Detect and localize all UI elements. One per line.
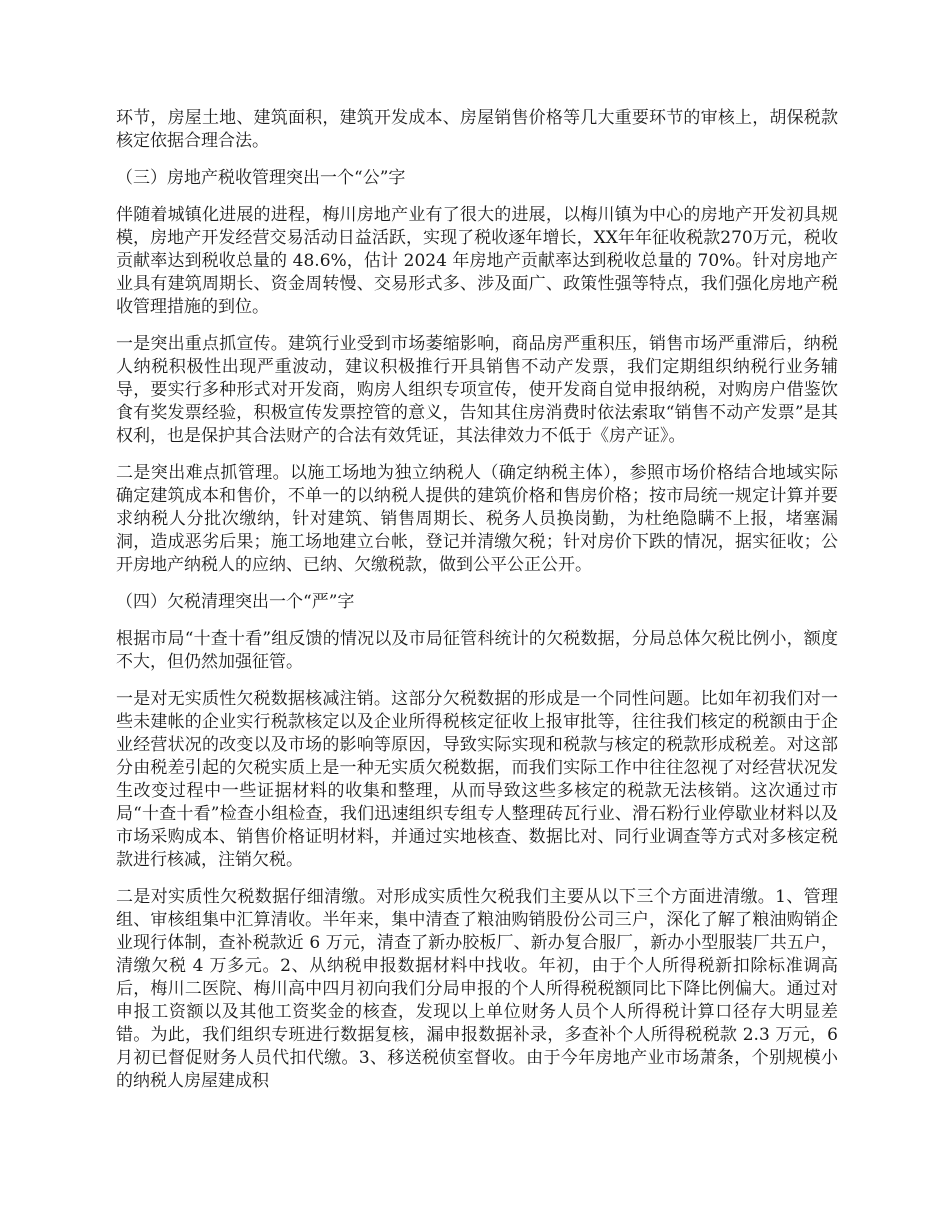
paragraph-publicity: 一是突出重点抓宣传。建筑行业受到市场萎缩影响，商品房严重积压，销售市场严重滞后，纳税人纳税积极性出现严重波动，建议积极推行开具销售不动产发票，我们定期组织纳税行业务辅导，要实行多种形式对开发商，购房人组织专项宣传，使开发商自觉申报纳税，对购房户借鉴饮食有奖发票经验，积极宣传发票控管的意义，告知其住房消费时依法索取“销售不动产发票”是其权利，也是保护其合法财产的合法有效凭证，其法律效力不低于《房产证》。 bbox=[116, 334, 838, 446]
paragraph-intro-continuation: 环节，房屋土地、建筑面积，建筑开发成本、房屋销售价格等几大重要环节的审核上，胡保税款核定依据合理合法。 bbox=[116, 108, 838, 151]
paragraph-write-off: 一是对无实质性欠税数据核减注销。这部分欠税数据的形成是一个同性问题。比如年初我们对一些未建帐的企业实行税款核定以及企业所得税核定征收上报审批等，往往我们核定的税额由于企业经营状况的改变以及市场的影响等原因，导致实际实现和税款与核定的税款形成税差。对这部分由税差引起的欠税实质上是一种无实质欠税数据，而我们实际工作中往往忽视了对经营状况发生改变过程中一些证据材料的收集和整理，从而导致这些多核定的税款无法核销。这次通过市局“十查十看”检查小组检查，我们迅速组织专组专人整理砖瓦行业、滑石粉行业停歇业材料以及市场采购成本、销售价格证明材料，并通过实地核查、数据比对、同行业调查等方式对多核定税款进行核减，注销欠税。 bbox=[116, 689, 838, 870]
paragraph-collection: 二是对实质性欠税数据仔细清缴。对形成实质性欠税我们主要从以下三个方面进清缴。1、管理组、审核组集中汇算清收。半年来，集中清查了粮油购销股份公司三户，深化了解了粮油购销企业现行体制，查补税款近 6 万元，清查了新办胶板厂、新办复合服厂，新办小型服装厂共五户，清缴欠税 4 万多元。2、从纳税申报数据材料中找收。年初，由于个人所得税新扣除标准调高后，梅川二医院、梅川高中四月初向我们分局申报的个人所得税税额同比下降比例偏大。通过对申报工资额以及其他工资奖金的核查，发现以上单位财务人员个人所得税计算口径存大明显差错。为此，我们组织专班进行数据复核，漏申报数据补录，多查补个人所得税税款 2.3 万元，6 月初已督促财务人员代扣代缴。3、移送税侦室督收。由于今年房地产业市场萧条，个别规模小的纳税人房屋建成积 bbox=[116, 887, 838, 1091]
paragraph-management: 二是突出难点抓管理。以施工场地为独立纳税人（确定纳税主体），参照市场价格结合地域实际确定建筑成本和售价，不单一的以纳税人提供的建筑价格和售房价格；按市局统一规定计算并要求纳税人分批次缴纳，针对建筑、销售周期长、税务人员换岗勤，为杜绝隐瞒不上报，堵塞漏洞，造成恶劣后果；施工场地建立台帐，登记并清缴欠税；针对房价下跌的情况，据实征收；公开房地产纳税人的应纳、已纳、欠缴税款，做到公平公正公开。 bbox=[116, 463, 838, 575]
section-heading-real-estate: （三）房地产税收管理突出一个“公”字 bbox=[116, 168, 406, 188]
section-heading-arrears: （四）欠税清理突出一个“严”字 bbox=[116, 592, 355, 612]
document-body bbox=[116, 107, 838, 1107]
paragraph-real-estate-overview: 伴随着城镇化进展的进程，梅川房地产业有了很大的进展，以梅川镇为中心的房地产开发初具规模，房地产开发经营交易活动日益活跃，实现了税收逐年增长，XX年年征收税款270万元，税收贡献率达到税收总量的 48.6%，估计 2024 年房地产贡献率达到税收总量的 70%。针对房地产业具有建筑周期长、资金周转慢、交易形式多、涉及面广、政策性强等特点，我们强化房地产税收管理措施的到位。 bbox=[116, 205, 838, 317]
paragraph-arrears-overview: 根据市局“十查十看”组反馈的情况以及市局征管科统计的欠税数据，分局总体欠税比例小，额度不大，但仍然加强征管。 bbox=[116, 629, 838, 672]
